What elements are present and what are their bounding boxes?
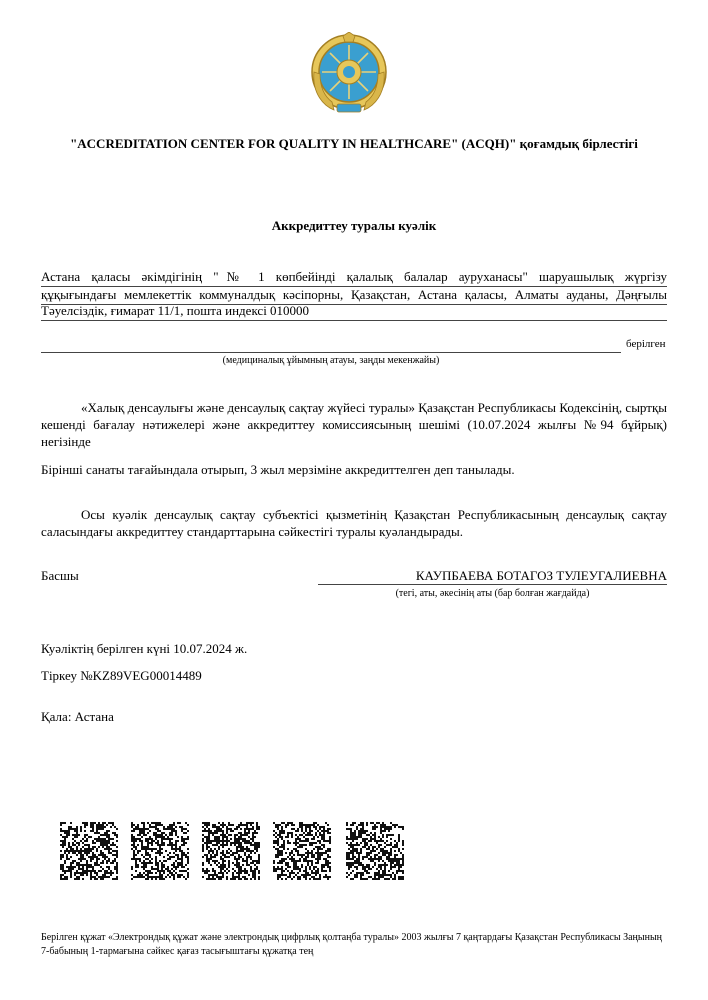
certification-paragraph: Осы куәлік денсаулық сақтау субъектісі қызметінің Қазақстан Республикасының денсаулық сақтау саласындағы аккредиттеу стандарттарына сәйкестігі туралы куәландырады. [41, 507, 667, 539]
qr-code-icon [60, 822, 118, 880]
qr-code-icon [131, 822, 189, 880]
head-label: Басшы [41, 568, 79, 583]
qr-code-icon [202, 822, 260, 880]
blank-underline [41, 352, 621, 353]
state-emblem-icon [310, 32, 388, 114]
footer-note: Берілген құжат «Электрондық құжат және электрондық цифрлық қолтаңба туралы» 2003 жылғы 7 қаңтардағы Қазақстан Республикасы Заңының 7-бабының 1-тармағына сәйкес қағаз тасығыштағы құжатқа тең [41, 932, 663, 957]
qr-code-icon [273, 822, 331, 880]
basis-paragraph: «Халық денсаулығы және денсаулық сақтау жүйесі туралы» Қазақстан Республикасы Кодексінің, сыртқы кешенді бағалау нәтижелері және аккредиттеу комиссиясының шешімі (10.07.2024 жылғы №94 бұйрық) негізінде [41, 400, 667, 449]
head-name: КАУПБАЕВА БОТАГОЗ ТУЛЕУГАЛИЕВНА [318, 568, 667, 585]
organization-title: "ACCREDITATION CENTER FOR QUALITY IN HEALTHCARE" (ACQH)" қоғамдық бірлестігі [70, 136, 638, 151]
head-name-caption: (тегі, аты, әкесінің аты (бар болған жағдайда) [395, 588, 590, 599]
issued-label: берілген [626, 338, 666, 350]
recipient-caption: (медициналық ұйымның атауы, заңды мекенжайы) [222, 355, 440, 366]
recipient-line: құқығындағы мемлекеттік коммуналдық кәсіпорны, Қазақстан, Астана қаласы, Алматы ауданы, Дәңғылы [41, 286, 667, 305]
city: Қала: Астана [41, 709, 114, 724]
qr-code-icon [346, 822, 404, 880]
recipient-line: Тәуелсіздік, ғимарат 11/1, пошта индексі 010000 [41, 302, 667, 321]
category-paragraph: Бірінші санаты тағайындала отырып, 3 жыл мерзіміне аккредиттелген деп танылады. [41, 462, 515, 477]
registration-number: Тіркеу №KZ89VEG00014489 [41, 668, 202, 683]
document-title: Аккредиттеу туралы куәлік [271, 218, 437, 233]
recipient-line: Астана қаласы әкімдігінің "№ 1 көпбейінді қалалық балалар ауруханасы" шаруашылық жүргізу [41, 268, 667, 287]
issue-date: Куәліктің берілген күні 10.07.2024 ж. [41, 641, 248, 656]
